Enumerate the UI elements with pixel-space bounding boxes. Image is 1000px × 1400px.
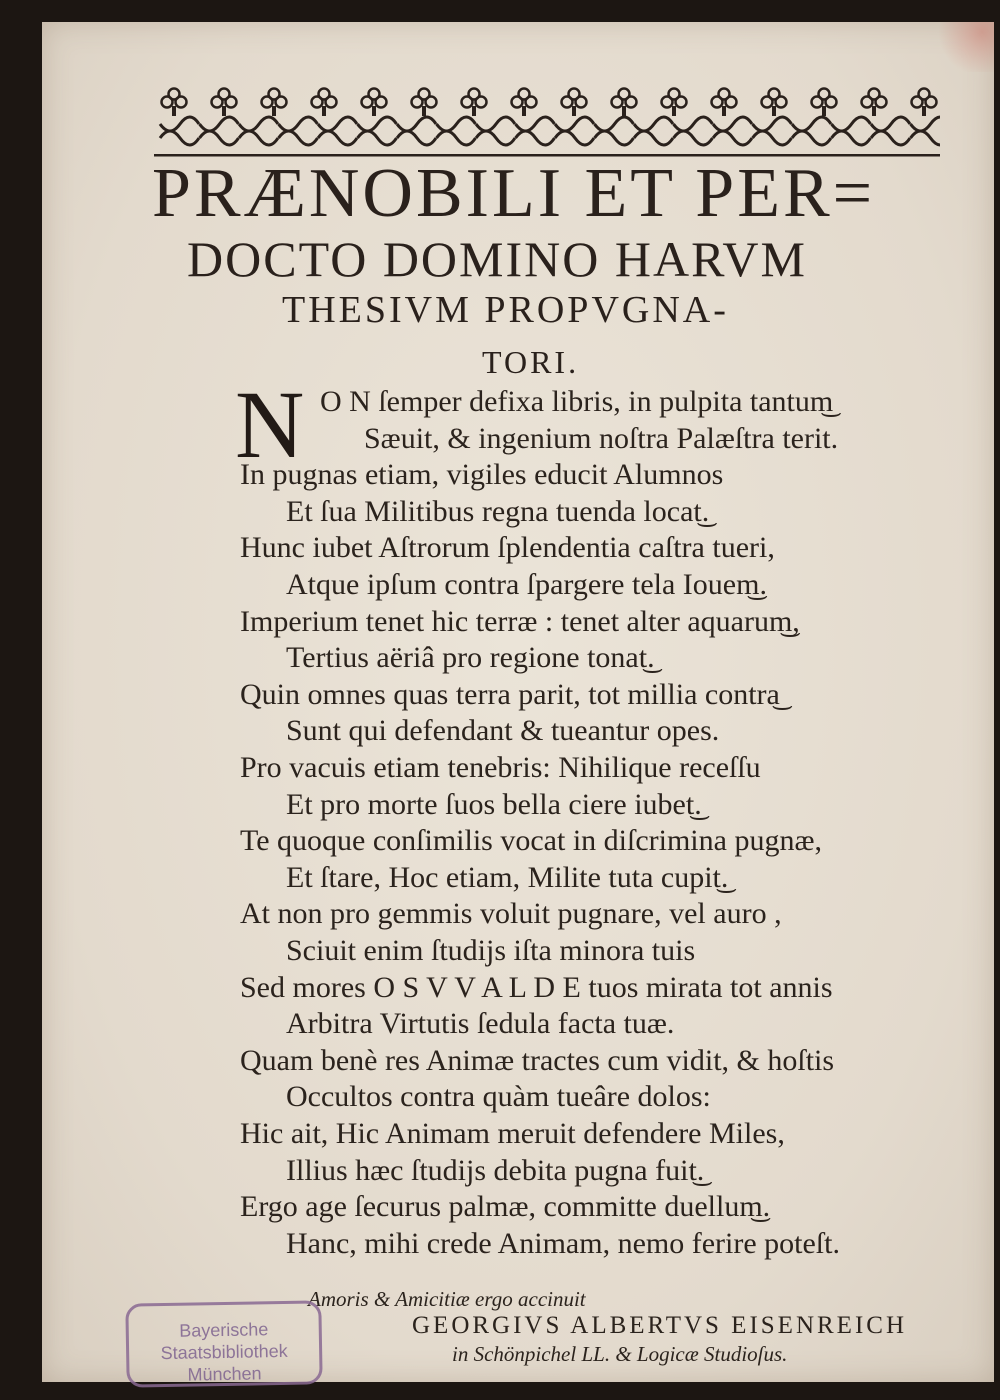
interlace-knot-icon [911, 117, 941, 145]
stamp-line-1: Bayerische [179, 1319, 269, 1341]
poem-line: Te quoque conſimilis vocat in diſcrimina pugnæ, [240, 824, 822, 858]
poem-line: Pro vacuis etiam tenebris: Nihilique receſſu [240, 751, 761, 784]
fleuron-border-icon [154, 82, 940, 162]
title-line-2: DOCTO DOMINO HARVM [187, 231, 807, 287]
interlace-knot-icon [634, 117, 673, 145]
poem-line: Sed mores O S V V A L D E tuos mirata tot annis [240, 970, 833, 1004]
fleuron-motif-icon [212, 89, 237, 117]
drop-cap: N [235, 371, 305, 478]
interlace-knot-icon [753, 117, 792, 145]
interlace-knot-icon [279, 117, 318, 145]
interlace-knot-icon [318, 117, 357, 145]
poem-line: Sæuit, & ingenium noſtra Palæſtra terit. [364, 421, 839, 455]
paper-stain [934, 22, 994, 72]
interlace-knot-icon [358, 117, 397, 145]
poem-line: O N ſemper defixa libris, in pulpita tantum͜ [320, 385, 834, 418]
fleuron-motif-icon [262, 89, 287, 117]
poem-line: Atque ipſum contra ſpargere tela Iouem͜. [286, 568, 767, 601]
interlace-knot-icon [832, 117, 871, 145]
fleuron-motif-icon [412, 89, 437, 117]
stamp-line-3: München [187, 1363, 262, 1385]
interlace-knot-icon [674, 117, 713, 145]
interlace-knot-icon [239, 117, 278, 145]
interlace-knot-icon [555, 117, 594, 145]
poem-line: Imperium tenet hic terræ : tenet alter aquarum͜, [240, 604, 800, 638]
poem-line: In pugnas etiam, vigiles educit Alumnos [240, 458, 724, 492]
poem-line: Et ſtare, Hoc etiam, Milite tuta cupit͜. [286, 860, 729, 894]
interlace-knot-icon [476, 117, 515, 145]
fleuron-motif-icon [812, 89, 837, 117]
poem-line: Arbitra Virtutis ſedula facta tuæ. [286, 1007, 675, 1041]
interlace-knot-icon [160, 117, 199, 145]
title-line-3: THESIVM PROPVGNA- [282, 289, 729, 331]
interlace-knot-icon [595, 117, 634, 145]
stamp-line-2: Staatsbibliothek [160, 1340, 288, 1364]
fleuron-motif-icon [662, 89, 687, 117]
title-line-1: PRÆNOBILI ET PER= [152, 155, 876, 232]
poem-line: Et ſua Militibus regna tuenda locat͜. [286, 494, 710, 528]
fleuron-motif-icon [612, 89, 637, 117]
interlace-knot-icon [437, 117, 476, 145]
poem-line: Quin omnes quas terra parit, tot millia contra͜ [240, 677, 780, 711]
fleuron-motif-icon [562, 89, 587, 117]
poem-line: Tertius aëriâ pro regione tonat͜. [286, 641, 655, 675]
poem-line: Quam benè res Animæ tractes cum vidit, & hoſtis [240, 1043, 835, 1077]
fleuron-motif-icon [712, 89, 737, 117]
poem-line: Hic ait, Hic Animam meruit defendere Miles, [240, 1117, 785, 1150]
poem-line: Sunt qui defendant & tueantur opes. [286, 714, 720, 748]
title-line-4: TORI. [482, 344, 580, 380]
poem-line: Illius hæc ſtudijs debita pugna fuit͜. [286, 1153, 705, 1187]
author-subtitle: in Schönpichel LL. & Logicæ Studioſus. [452, 1342, 788, 1366]
poem-line: Hunc iubet Aſtrorum ſplendentia caſtra tueri, [240, 531, 775, 565]
interlace-knot-icon [516, 117, 555, 145]
fleuron-motif-icon [162, 89, 187, 117]
book-page [42, 22, 994, 1385]
author-name: GEORGIVS ALBERTVS EISENREICH [412, 1312, 908, 1339]
fleuron-motif-icon [362, 89, 387, 117]
attribution: Amoris & Amicitiæ ergo accinuit [308, 1287, 586, 1311]
poem-line: Occultos contra quàm tueâre dolos: [286, 1080, 711, 1114]
fleuron-motif-icon [462, 89, 487, 117]
fleuron-motif-icon [912, 89, 937, 117]
interlace-knot-icon [713, 117, 752, 145]
poem-line: Hanc, mihi crede Animam, nemo ferire poteſt. [286, 1226, 840, 1260]
poem-line: At non pro gemmis voluit pugnare, vel auro , [240, 897, 782, 931]
poem-line: Sciuit enim ſtudijs iſta minora tuis [286, 934, 696, 967]
interlace-knot-icon [871, 117, 910, 145]
interlace-knot-icon [200, 117, 239, 145]
poem-line: Et pro morte ſuos bella ciere iubet͜. [286, 787, 702, 821]
poem-line: Ergo age ſecurus palmæ, committe duellum͜. [240, 1190, 771, 1224]
interlace-knot-icon [792, 117, 831, 145]
fleuron-motif-icon [512, 89, 537, 117]
fleuron-motif-icon [762, 89, 787, 117]
interlace-knot-icon [397, 117, 436, 145]
library-stamp [125, 1300, 322, 1387]
fleuron-motif-icon [862, 89, 887, 117]
fleuron-motif-icon [312, 89, 337, 117]
